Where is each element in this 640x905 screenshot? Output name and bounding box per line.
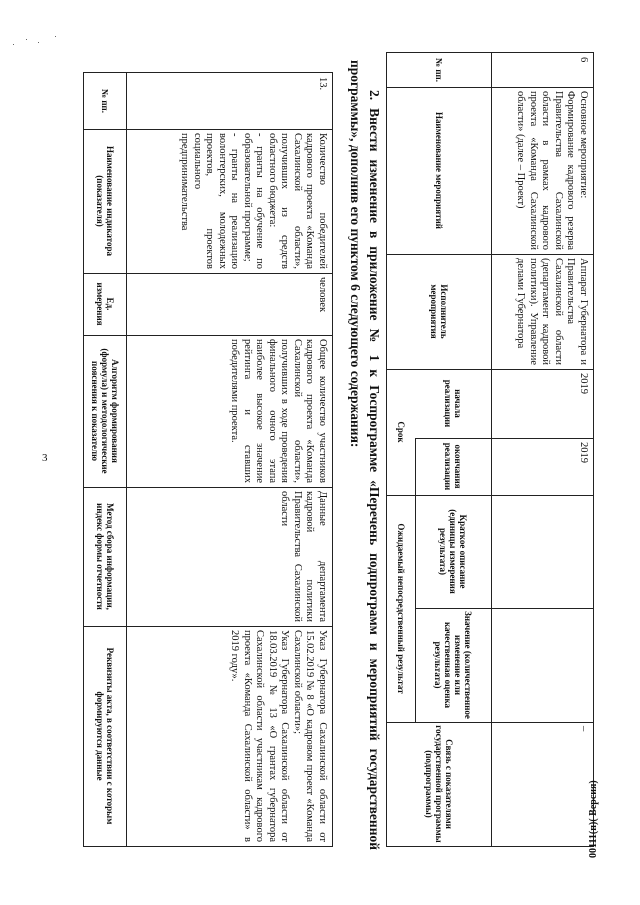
row-measure-name: Основное мероприятие: Формирование кадрового резерва Правительства Сахалинской области в рамках кадрового проекта «Команда Сахалинской области» (далее – Проект) — [515, 91, 589, 250]
header-link: Связь с показателями государственной программы (подпрограммы) — [424, 725, 454, 843]
header-term-start: начала реализации — [443, 379, 463, 428]
row-executor: Аппарат Губернатора и Правительства Сахалинской области (департамент кадровой политики). Управление делами Губернатора — [515, 258, 589, 365]
row-unit: человек — [317, 277, 328, 313]
page-number: 3 — [42, 452, 48, 464]
header-method: Метод сбора информации, индекс формы отчетности — [95, 503, 115, 610]
row-act: Указ Губернатора Сахалинской области от 15.02.2019 № 8 «О кадровом проект «Команда Сахалинской области»; Указ Губернатора Сахалинской области от 18.03.2019 № 13 «О грантах губернатора Сахалинской области участникам кадрового проекта «Команда Сахалинской области» в 2019 году». — [229, 630, 328, 842]
row-num: 13. — [317, 77, 328, 91]
row-method: Данные департамента кадровой политики Правительства Сахалинской области — [279, 491, 328, 622]
row-brief — [491, 495, 593, 608]
document-footer: 00111(п)( Версия) — [588, 780, 599, 858]
header-measure-name: Наименование мероприятий — [434, 112, 444, 229]
header-unit: Ед. измерения — [95, 282, 115, 326]
measures-table — [386, 52, 594, 847]
header-term: Срок — [396, 421, 406, 443]
header-term-end: окончания реализации — [443, 442, 463, 491]
header-expected-result: Ожидаемый непосредственный результат — [396, 523, 406, 694]
amendment-text: 2. Внести изменение в приложение № 1 к Госпрограмме «Перечень подпрограмм и мероприятий государственной программы», дополнив его пунктом 6 следующего содержания: — [348, 60, 382, 850]
indicators-table — [83, 72, 333, 847]
header-indicator-name: Наименование индикатора (показателя) — [95, 146, 115, 256]
header-value: Значение (количественное изменение или качественная оценка результата) — [433, 611, 473, 719]
row-term-start: 2019 — [578, 373, 589, 394]
header-act: Реквизиты акта, в соответствии с которым формируются данные — [95, 647, 115, 825]
header-brief: Краткое описание (единицы измерения результата) — [438, 509, 468, 594]
row-term-end: 2019 — [578, 442, 589, 463]
row-num: 6 — [578, 57, 589, 63]
row-indicator-name: Количество победителей кадрового проекта «Команда Сахалинской области», получивших из средств областного бюджета: - гранты на обучение по образовательной программе; - гранты на реализацию волонтерских, молодежных проектов, проектов социального предпринимательства — [179, 133, 328, 269]
header-executor: Исполнитель мероприятия — [429, 284, 449, 339]
header-algorithm: Алгоритм формирования (формула) и методологические пояснения к показателю — [90, 348, 120, 474]
row-value — [491, 608, 593, 722]
header-num: № пп. — [100, 89, 110, 113]
row-link: – — [578, 726, 589, 732]
row-algorithm: Общее количество участников кадрового проекта «Команда Сахалинской области», получивших в ходе проведения финального очного этапа наиболее высокое значение рейтинга и ставших победителями проекта. — [229, 339, 328, 483]
header-num: № пп. — [434, 58, 444, 82]
